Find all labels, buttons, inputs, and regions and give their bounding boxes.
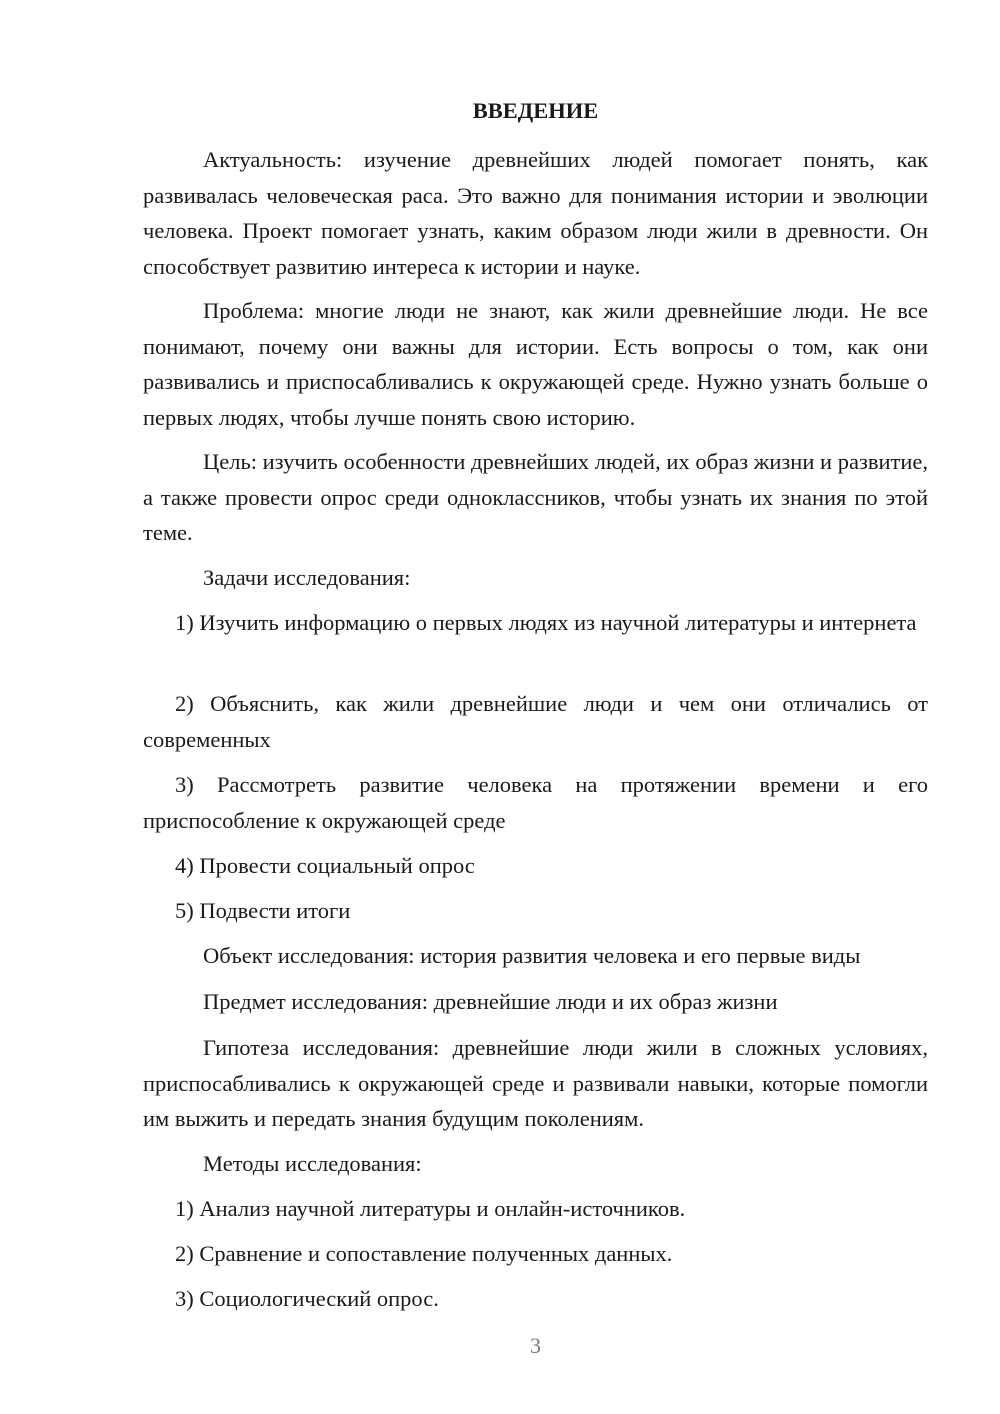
paragraph-subject: Предмет исследования: древнейшие люди и их образ жизни [203,989,778,1014]
paragraph-goal: Цель: изучить особенности древнейших людей, их образ жизни и развитие, а также провести опрос среди одноклассников, чтобы узнать их знания по этой теме. [143,449,928,546]
paragraph-object: Объект исследования: история развития человека и его первые виды [203,943,861,968]
paragraph-hypothesis: Гипотеза исследования: древнейшие люди жили в сложных условиях, приспосабливались к окружающей среде и развивали навыки, которые помогли им выжить и передать знания будущим поколениям. [143,1035,928,1132]
document-page [143,0,928,1414]
method-item: 1) Анализ научной литературы и онлайн-источников. [175,1196,686,1221]
page-number: 3 [530,1333,541,1358]
task-item: 4) Провести социальный опрос [175,853,475,878]
paragraph-relevance: Актуальность: изучение древнейших людей помогает понять, как развивалась человеческая раса. Это важно для понимания истории и эволюции человека. Проект помогает узнать, каким образом люди жили в древности. Он способствует развитию интереса к истории и науке. [143,147,928,279]
method-item: 2) Сравнение и сопоставление полученных данных. [175,1241,673,1266]
task-item: 1) Изучить информацию о первых людях из научной литературы и интернета [175,610,917,635]
task-item: 3) Рассмотреть развитие человека на протяжении времени и его приспособление к окружающей среде [143,772,928,833]
section-heading: ВВЕДЕНИЕ [472,98,599,123]
tasks-title: Задачи исследования: [203,565,411,590]
paragraph-problem: Проблема: многие люди не знают, как жили древнейшие люди. Не все понимают, почему они важны для истории. Есть вопросы о том, как они развивались и приспосабливались к окружающей среде. Нужно узнать больше о первых людях, чтобы лучше понять свою историю. [143,298,928,430]
methods-title: Методы исследования: [203,1151,422,1176]
method-item: 3) Социологический опрос. [175,1286,439,1311]
task-item: 2) Объяснить, как жили древнейшие люди и чем они отличались от современных [143,691,928,752]
task-item: 5) Подвести итоги [175,898,351,923]
